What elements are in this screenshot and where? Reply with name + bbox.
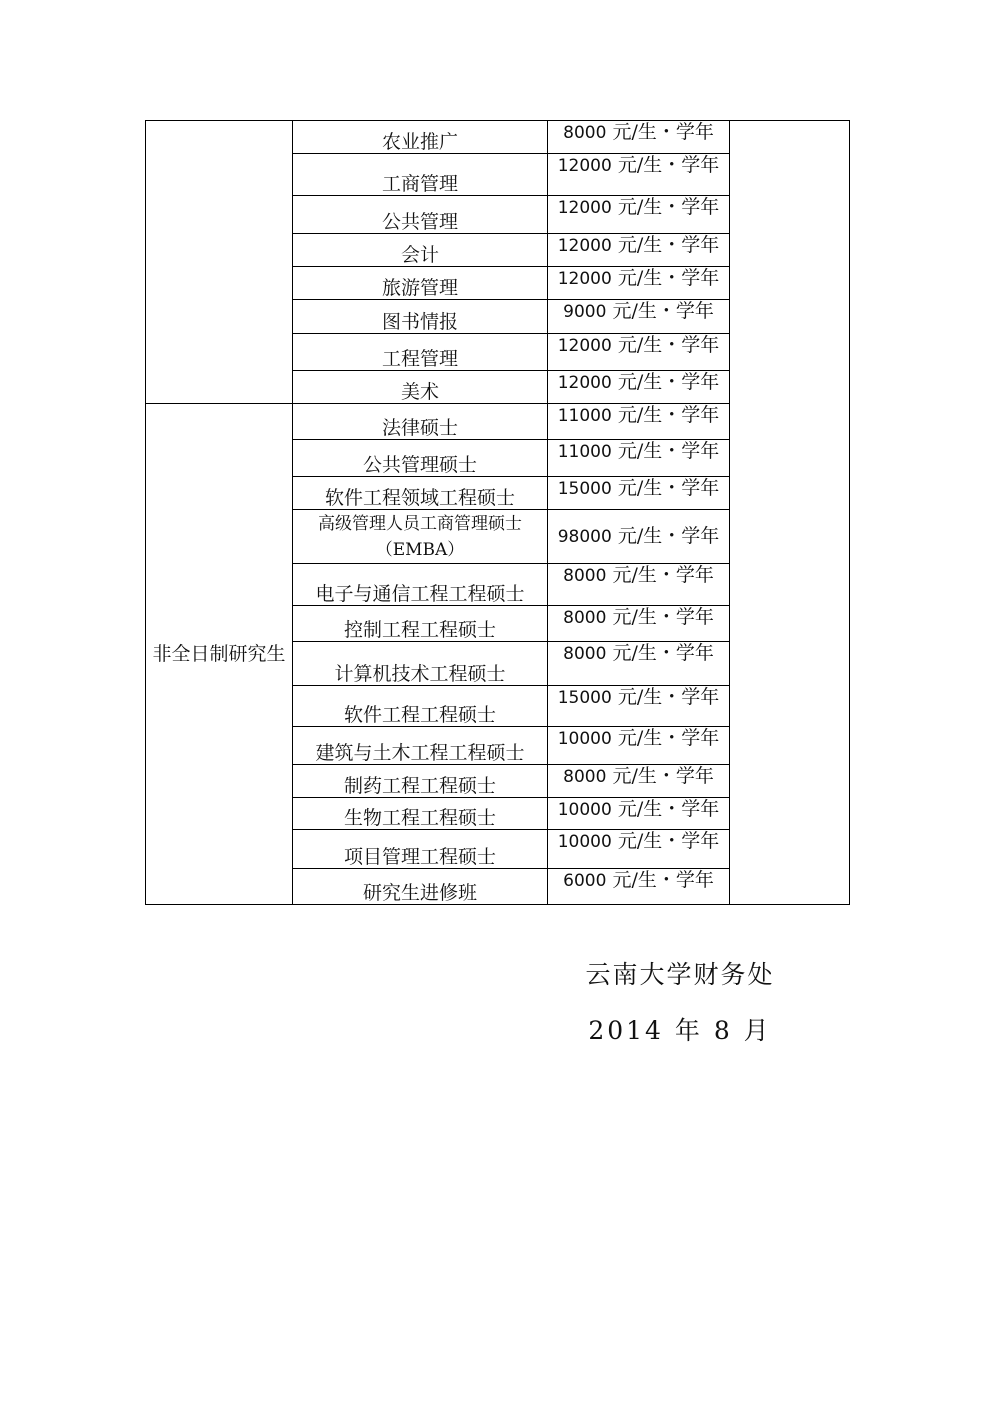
major-name: 会计 bbox=[293, 234, 548, 267]
fee-amount: 98000 元/生・学年 bbox=[548, 510, 730, 564]
fee-amount: 15000 元/生・学年 bbox=[548, 686, 730, 727]
issue-date: 2014 年 8 月 bbox=[588, 1016, 772, 1045]
major-name: 美术 bbox=[293, 371, 548, 404]
fee-amount: 12000 元/生・学年 bbox=[548, 234, 730, 267]
fee-amount: 11000 元/生・学年 bbox=[548, 404, 730, 440]
fee-amount: 8000 元/生・学年 bbox=[548, 121, 730, 154]
fee-amount: 10000 元/生・学年 bbox=[548, 727, 730, 765]
tuition-fee-table bbox=[145, 120, 850, 905]
major-name: 高级管理人员工商管理硕士（EMBA） bbox=[293, 510, 548, 564]
major-name: 控制工程工程硕士 bbox=[293, 606, 548, 642]
major-name: 农业推广 bbox=[293, 121, 548, 154]
major-name: 生物工程工程硕士 bbox=[293, 798, 548, 830]
fee-amount: 8000 元/生・学年 bbox=[548, 642, 730, 686]
fee-amount: 12000 元/生・学年 bbox=[548, 196, 730, 234]
fee-amount: 11000 元/生・学年 bbox=[548, 440, 730, 477]
major-name: 制药工程工程硕士 bbox=[293, 765, 548, 798]
program-category-cell bbox=[146, 121, 293, 404]
major-name: 公共管理 bbox=[293, 196, 548, 234]
fee-amount: 12000 元/生・学年 bbox=[548, 154, 730, 196]
fee-amount: 12000 元/生・学年 bbox=[548, 371, 730, 404]
major-name: 项目管理工程硕士 bbox=[293, 830, 548, 869]
fee-amount: 10000 元/生・学年 bbox=[548, 798, 730, 830]
major-name: 建筑与土木工程工程硕士 bbox=[293, 727, 548, 765]
remarks-cell bbox=[730, 121, 850, 905]
fee-amount: 8000 元/生・学年 bbox=[548, 606, 730, 642]
fee-amount: 10000 元/生・学年 bbox=[548, 830, 730, 869]
fee-amount: 8000 元/生・学年 bbox=[548, 765, 730, 798]
major-name: 旅游管理 bbox=[293, 267, 548, 300]
fee-amount: 6000 元/生・学年 bbox=[548, 869, 730, 905]
issuer-signature: 云南大学财务处 bbox=[585, 960, 775, 989]
fee-amount: 9000 元/生・学年 bbox=[548, 300, 730, 334]
fee-amount: 12000 元/生・学年 bbox=[548, 267, 730, 300]
fee-amount: 8000 元/生・学年 bbox=[548, 564, 730, 606]
table-row bbox=[146, 121, 850, 154]
major-name: 软件工程工程硕士 bbox=[293, 686, 548, 727]
major-name: 研究生进修班 bbox=[293, 869, 548, 905]
major-name: 法律硕士 bbox=[293, 404, 548, 440]
major-name: 公共管理硕士 bbox=[293, 440, 548, 477]
major-name: 电子与通信工程工程硕士 bbox=[293, 564, 548, 606]
major-name: 计算机技术工程硕士 bbox=[293, 642, 548, 686]
major-name: 工商管理 bbox=[293, 154, 548, 196]
major-name: 图书情报 bbox=[293, 300, 548, 334]
fee-amount: 15000 元/生・学年 bbox=[548, 477, 730, 510]
major-name: 软件工程领域工程硕士 bbox=[293, 477, 548, 510]
fee-amount: 12000 元/生・学年 bbox=[548, 334, 730, 371]
major-name: 工程管理 bbox=[293, 334, 548, 371]
program-category-cell: 非全日制研究生 bbox=[146, 404, 293, 905]
